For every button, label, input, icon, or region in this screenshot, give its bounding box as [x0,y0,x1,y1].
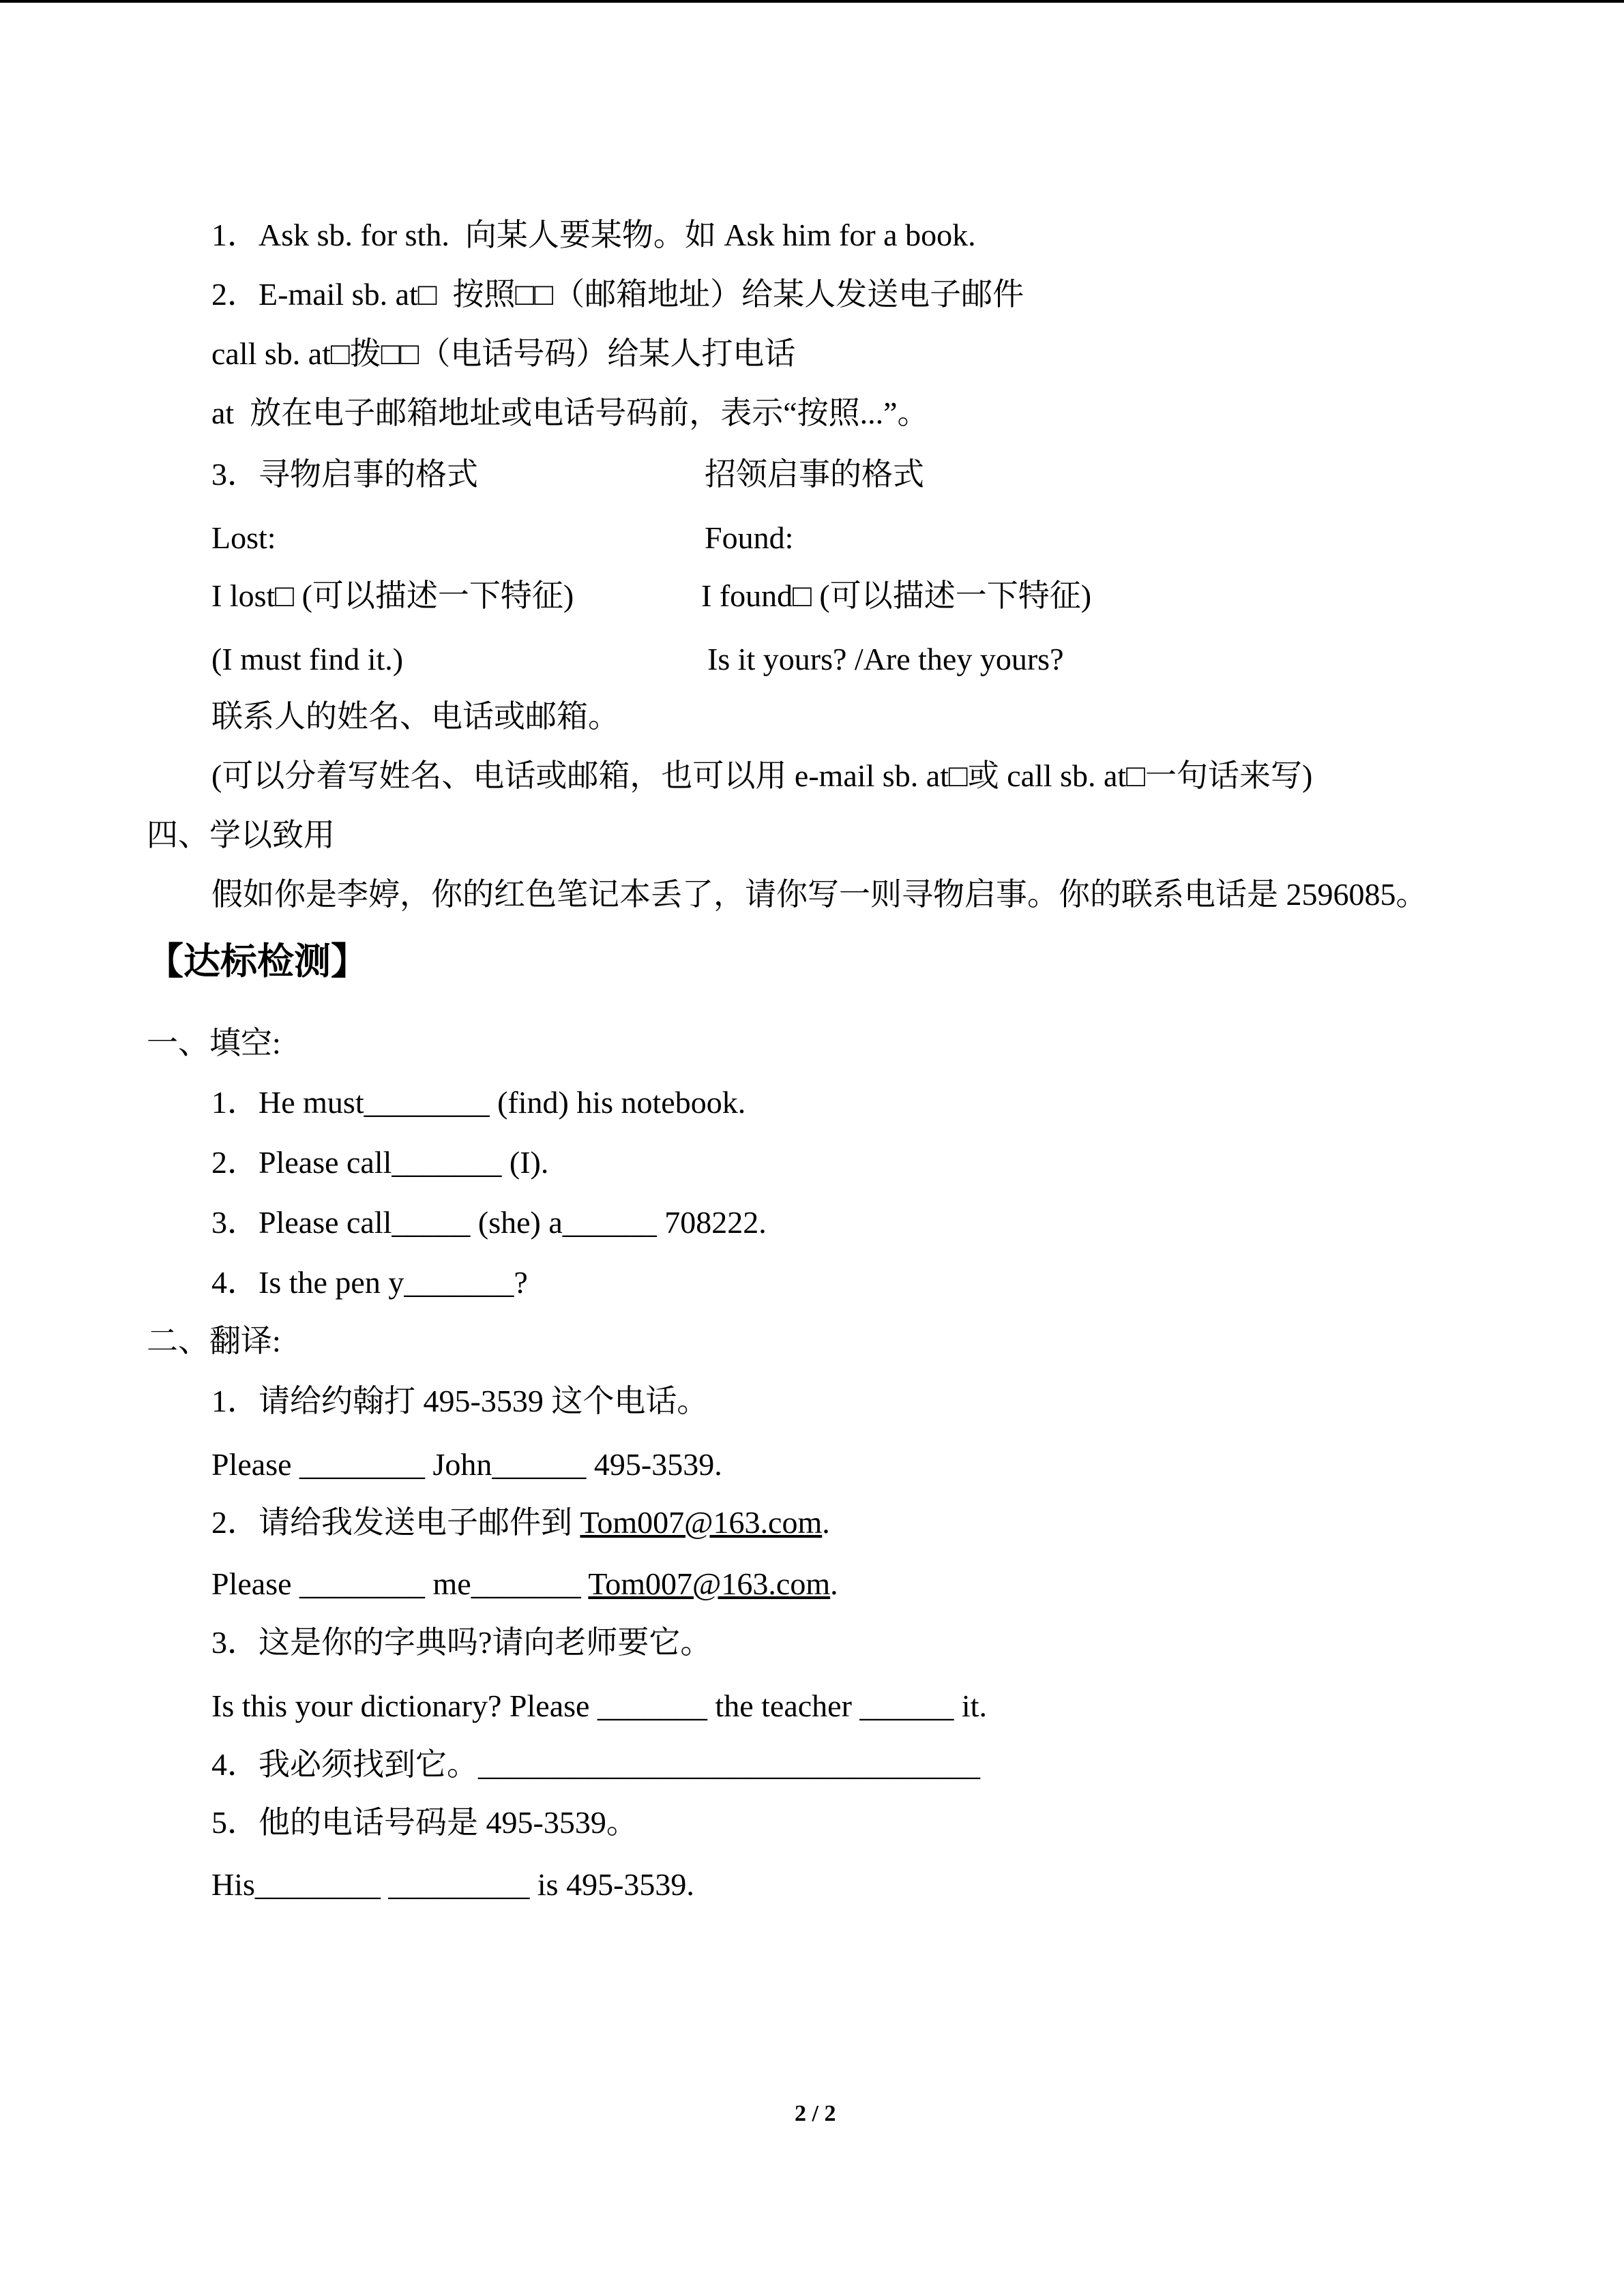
fill-blank-title: 一、填空: [147,1026,281,1060]
note-3-lost-format: 3．寻物启事的格式 [211,457,478,492]
note-1: 1．Ask sb. for sth. 向某人要某物。如 Ask him for a book. [211,218,976,252]
lost-label: Lost: [211,520,276,555]
contact-note: (可以分着写姓名、电话或邮箱，也可以用 e-mail sb. at□或 call sb. at□一句话来写) [211,758,1313,793]
translate-q1: 1．请给约翰打 495-3539 这个电话。 [211,1384,709,1418]
section-4-title: 四、学以致用 [147,818,335,852]
fill-blank-q1: 1．He must________ (find) his notebook. [211,1085,746,1120]
found-label: Found: [705,520,794,555]
translate-q2-period: . [822,1505,830,1540]
translate-q1-answer: Please ________ John______ 495-3539. [211,1447,722,1482]
note-2: 2．E-mail sb. at□ 按照□□（邮箱地址）给某人发送电子邮件 [211,277,1024,312]
translate-q2-answer-period: . [830,1566,838,1601]
email-link[interactable]: Tom007@163.com [580,1505,823,1540]
translate-q5: 5．他的电话号码是 495-3539。 [211,1805,638,1840]
translate-q3-answer: Is this your dictionary? Please _______ the teacher ______ it. [211,1688,987,1723]
page-top-border [0,0,1624,3]
fill-blank-q2: 2．Please call_______ (I). [211,1145,549,1180]
found-is-it-yours: Is it yours? /Are they yours? [707,642,1064,676]
page-number: 2 / 2 [795,2101,836,2126]
translate-title: 二、翻译: [147,1324,281,1358]
lost-must-find: (I must find it.) [211,642,404,676]
note-2-call: call sb. at□拨□□（电话号码）给某人打电话 [211,336,796,371]
translate-q2 [211,1504,830,1542]
note-3-found-format: 招领启事的格式 [705,457,924,492]
email-link-answer[interactable]: Tom007@163.com [588,1566,831,1601]
section-4-task: 假如你是李婷，你的红色笔记本丢了，请你写一则寻物启事。你的联系电话是 2596085。 [211,877,1428,912]
translate-q3: 3．这是你的字典吗?请向老师要它。 [211,1625,712,1660]
note-2-at: at 放在电子邮箱地址或电话号码前，表示“按照...”。 [211,396,929,430]
translate-q5-answer: His________ _________ is 495-3539. [211,1867,694,1902]
fill-blank-q3: 3．Please call_____ (she) a______ 708222. [211,1205,767,1240]
contact-info: 联系人的姓名、电话或邮箱。 [211,699,619,734]
translate-q4: 4．我必须找到它。________________________________ [211,1747,980,1782]
translate-q2-text: 2．请给我发送电子邮件到 [211,1505,580,1540]
found-description: I found□ (可以描述一下特征) [701,578,1092,613]
translate-q2-answer [211,1565,838,1603]
lost-description: I lost□ (可以描述一下特征) [211,578,574,613]
translate-q2-answer-text: Please ________ me_______ [211,1566,589,1601]
test-heading: 【达标检测】 [147,941,368,982]
fill-blank-q4: 4．Is the pen y_______? [211,1265,528,1300]
